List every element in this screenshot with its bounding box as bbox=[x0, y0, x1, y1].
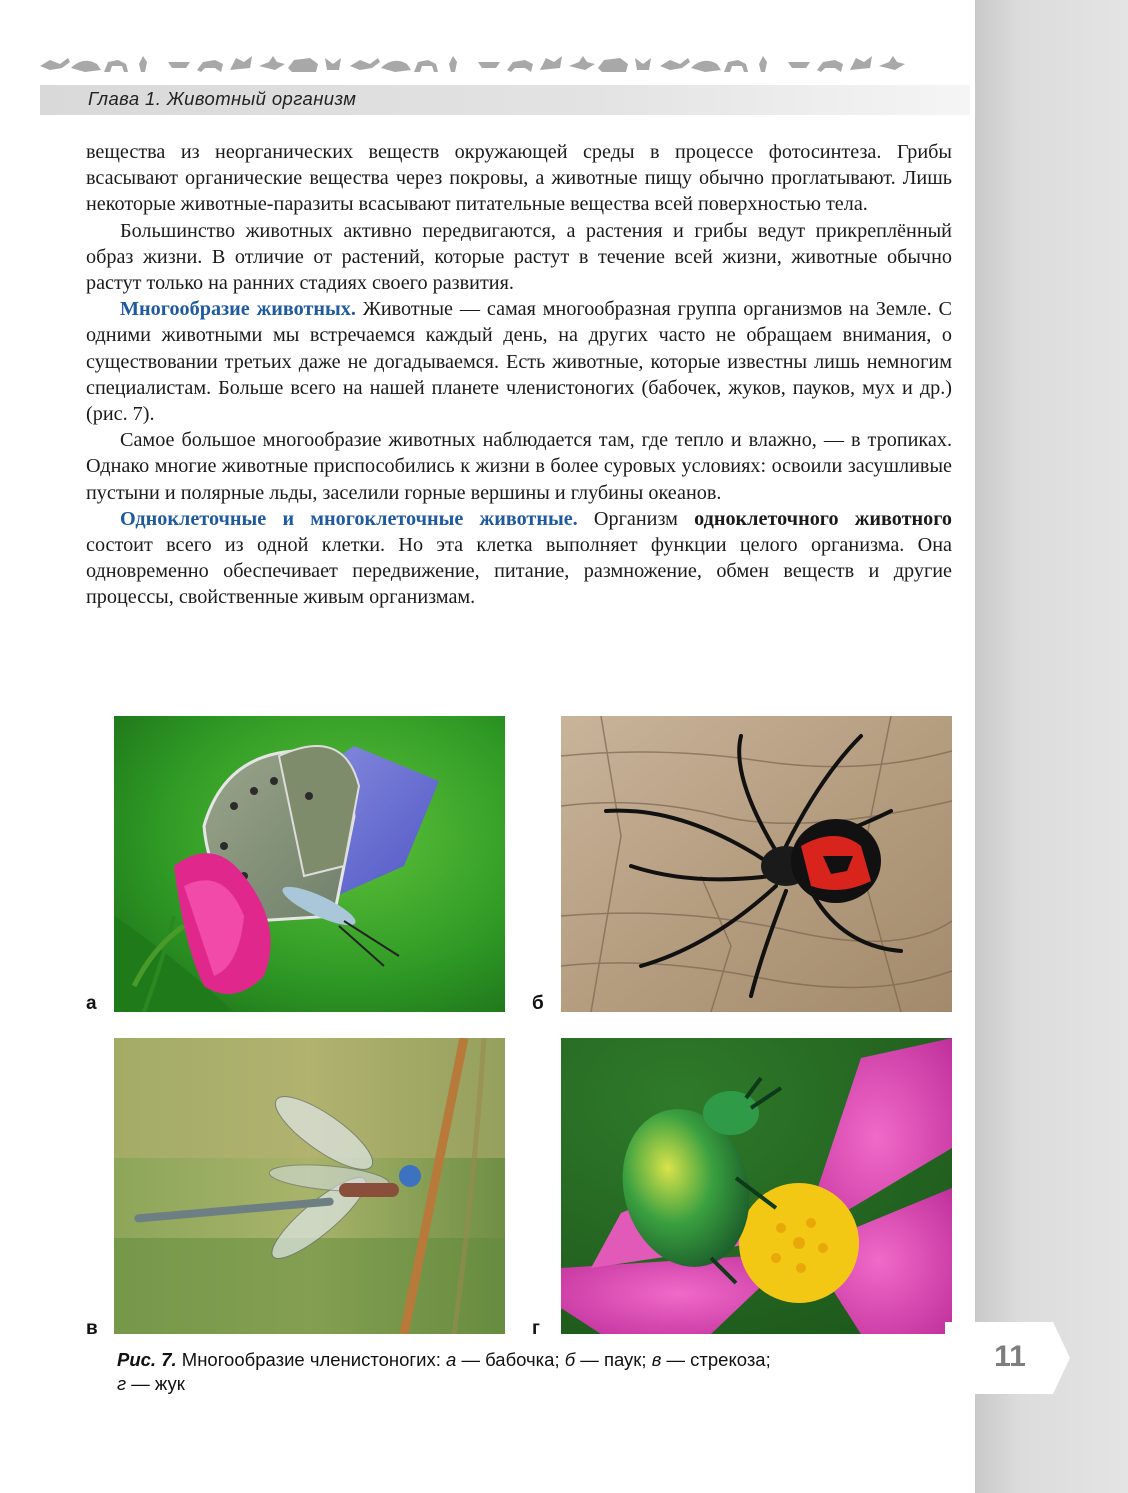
figure-label-b: б bbox=[532, 993, 544, 1014]
body-text bbox=[86, 139, 952, 611]
animal-silhouette-icon bbox=[350, 58, 380, 70]
animal-silhouette-icon bbox=[759, 56, 775, 72]
page-side-margin bbox=[975, 0, 1128, 1493]
animal-silhouette-icon bbox=[325, 58, 341, 70]
animal-silhouette-icon bbox=[817, 60, 843, 72]
photo-butterfly bbox=[114, 716, 505, 1012]
paragraph-2: Большинство животных активно передвигаются, а растения и грибы ведут прикреплённый образ жизни. В отличие от растений, которые растут в течение всей жизни, животные обычно растут только на ранних стадиях своего развития. bbox=[86, 219, 952, 295]
animal-silhouette-icon bbox=[139, 56, 155, 72]
chapter-title: Глава 1. Животный организм bbox=[88, 88, 357, 109]
paragraph-1: вещества из неорганических веществ окружающей среды в процессе фотосинтеза. Грибы всасывают органические вещества через покровы, а животные пищу обычно проглатывают. Лишь некоторые животные-паразиты всасывают питательные вещества всей поверхностью тела. bbox=[86, 141, 952, 216]
figure-label-v: в bbox=[86, 1318, 98, 1339]
animal-silhouette-icon bbox=[724, 60, 748, 72]
animal-silhouette-icon bbox=[230, 56, 252, 70]
animal-silhouette-icon bbox=[414, 60, 438, 72]
animal-silhouette-icon bbox=[635, 58, 651, 70]
animal-silhouette-icon bbox=[197, 60, 223, 72]
animal-silhouette-icon bbox=[850, 56, 872, 70]
photo-dragonfly bbox=[114, 1038, 505, 1334]
animal-silhouette-icon bbox=[478, 56, 500, 74]
figure-label-a: а bbox=[86, 993, 97, 1014]
paragraph-4: Самое большое многообразие животных наблюдается там, где тепло и влажно, — в тропиках. Однако многие животные приспособились к жизни в более суровых условиях: освоили засушливые пустыни и полярные льды, заселили горные вершины и глубины океанов. bbox=[86, 429, 952, 504]
animal-silhouette-icon bbox=[788, 56, 810, 74]
paragraph-5: Одноклеточные и многоклеточные животные. Организм одноклеточного животного состоит всего из одной клетки. Но эта клетка выполняет функции целого организма. Она одновременно обеспечивает передвижение, питание, размножение, обмен веществ и другие процессы, свойственные живым организмам. bbox=[86, 507, 952, 609]
section-heading-unicellular: Одноклеточные и многоклеточные животные. bbox=[120, 507, 578, 530]
animal-silhouette-icon bbox=[660, 58, 690, 70]
animal-silhouette-icon bbox=[569, 56, 595, 70]
animal-silhouettes-decoration bbox=[40, 52, 910, 78]
page-number: 11 bbox=[994, 1340, 1026, 1373]
chapter-header-bar bbox=[40, 85, 970, 115]
animal-silhouette-icon bbox=[507, 60, 533, 72]
animal-silhouette-icon bbox=[879, 56, 905, 70]
animal-silhouette-icon bbox=[449, 56, 465, 72]
animal-silhouette-icon bbox=[691, 61, 721, 72]
photo-beetle bbox=[561, 1038, 952, 1334]
figure-label-g: г bbox=[532, 1318, 540, 1339]
animal-silhouette-icon bbox=[259, 56, 285, 70]
animal-silhouette-icon bbox=[104, 60, 128, 72]
animal-silhouette-icon bbox=[288, 58, 318, 72]
section-heading-diversity: Многообразие животных. bbox=[120, 298, 356, 321]
animal-silhouette-icon bbox=[540, 56, 562, 70]
figure-caption: Рис. 7. Многообразие членистоногих: а — бабочка; б — паук; в — стрекоза; г — жук bbox=[117, 1349, 771, 1394]
term-unicellular-animal: одноклеточного животного bbox=[694, 507, 952, 530]
animal-silhouette-icon bbox=[598, 58, 628, 72]
animal-silhouette-icon bbox=[381, 61, 411, 72]
caption-figure-number: Рис. 7. bbox=[117, 1349, 177, 1370]
animal-silhouette-icon bbox=[168, 56, 190, 74]
photo-spider bbox=[561, 716, 952, 1012]
paragraph-3: Многообразие животных. Животные — самая многообразная группа организмов на Земле. С одними животными мы встречаемся каждый день, на других часто не обращаем внимания, о существовании третьих даже не догадываемся. Есть животные, которые известны лишь немногим специалистам. Больше всего на нашей планете членистоногих (бабочек, жуков, пауков, мух и др.) (рис. 7). bbox=[86, 298, 952, 426]
animal-silhouette-icon bbox=[40, 58, 70, 70]
animal-silhouette-icon bbox=[71, 61, 101, 72]
